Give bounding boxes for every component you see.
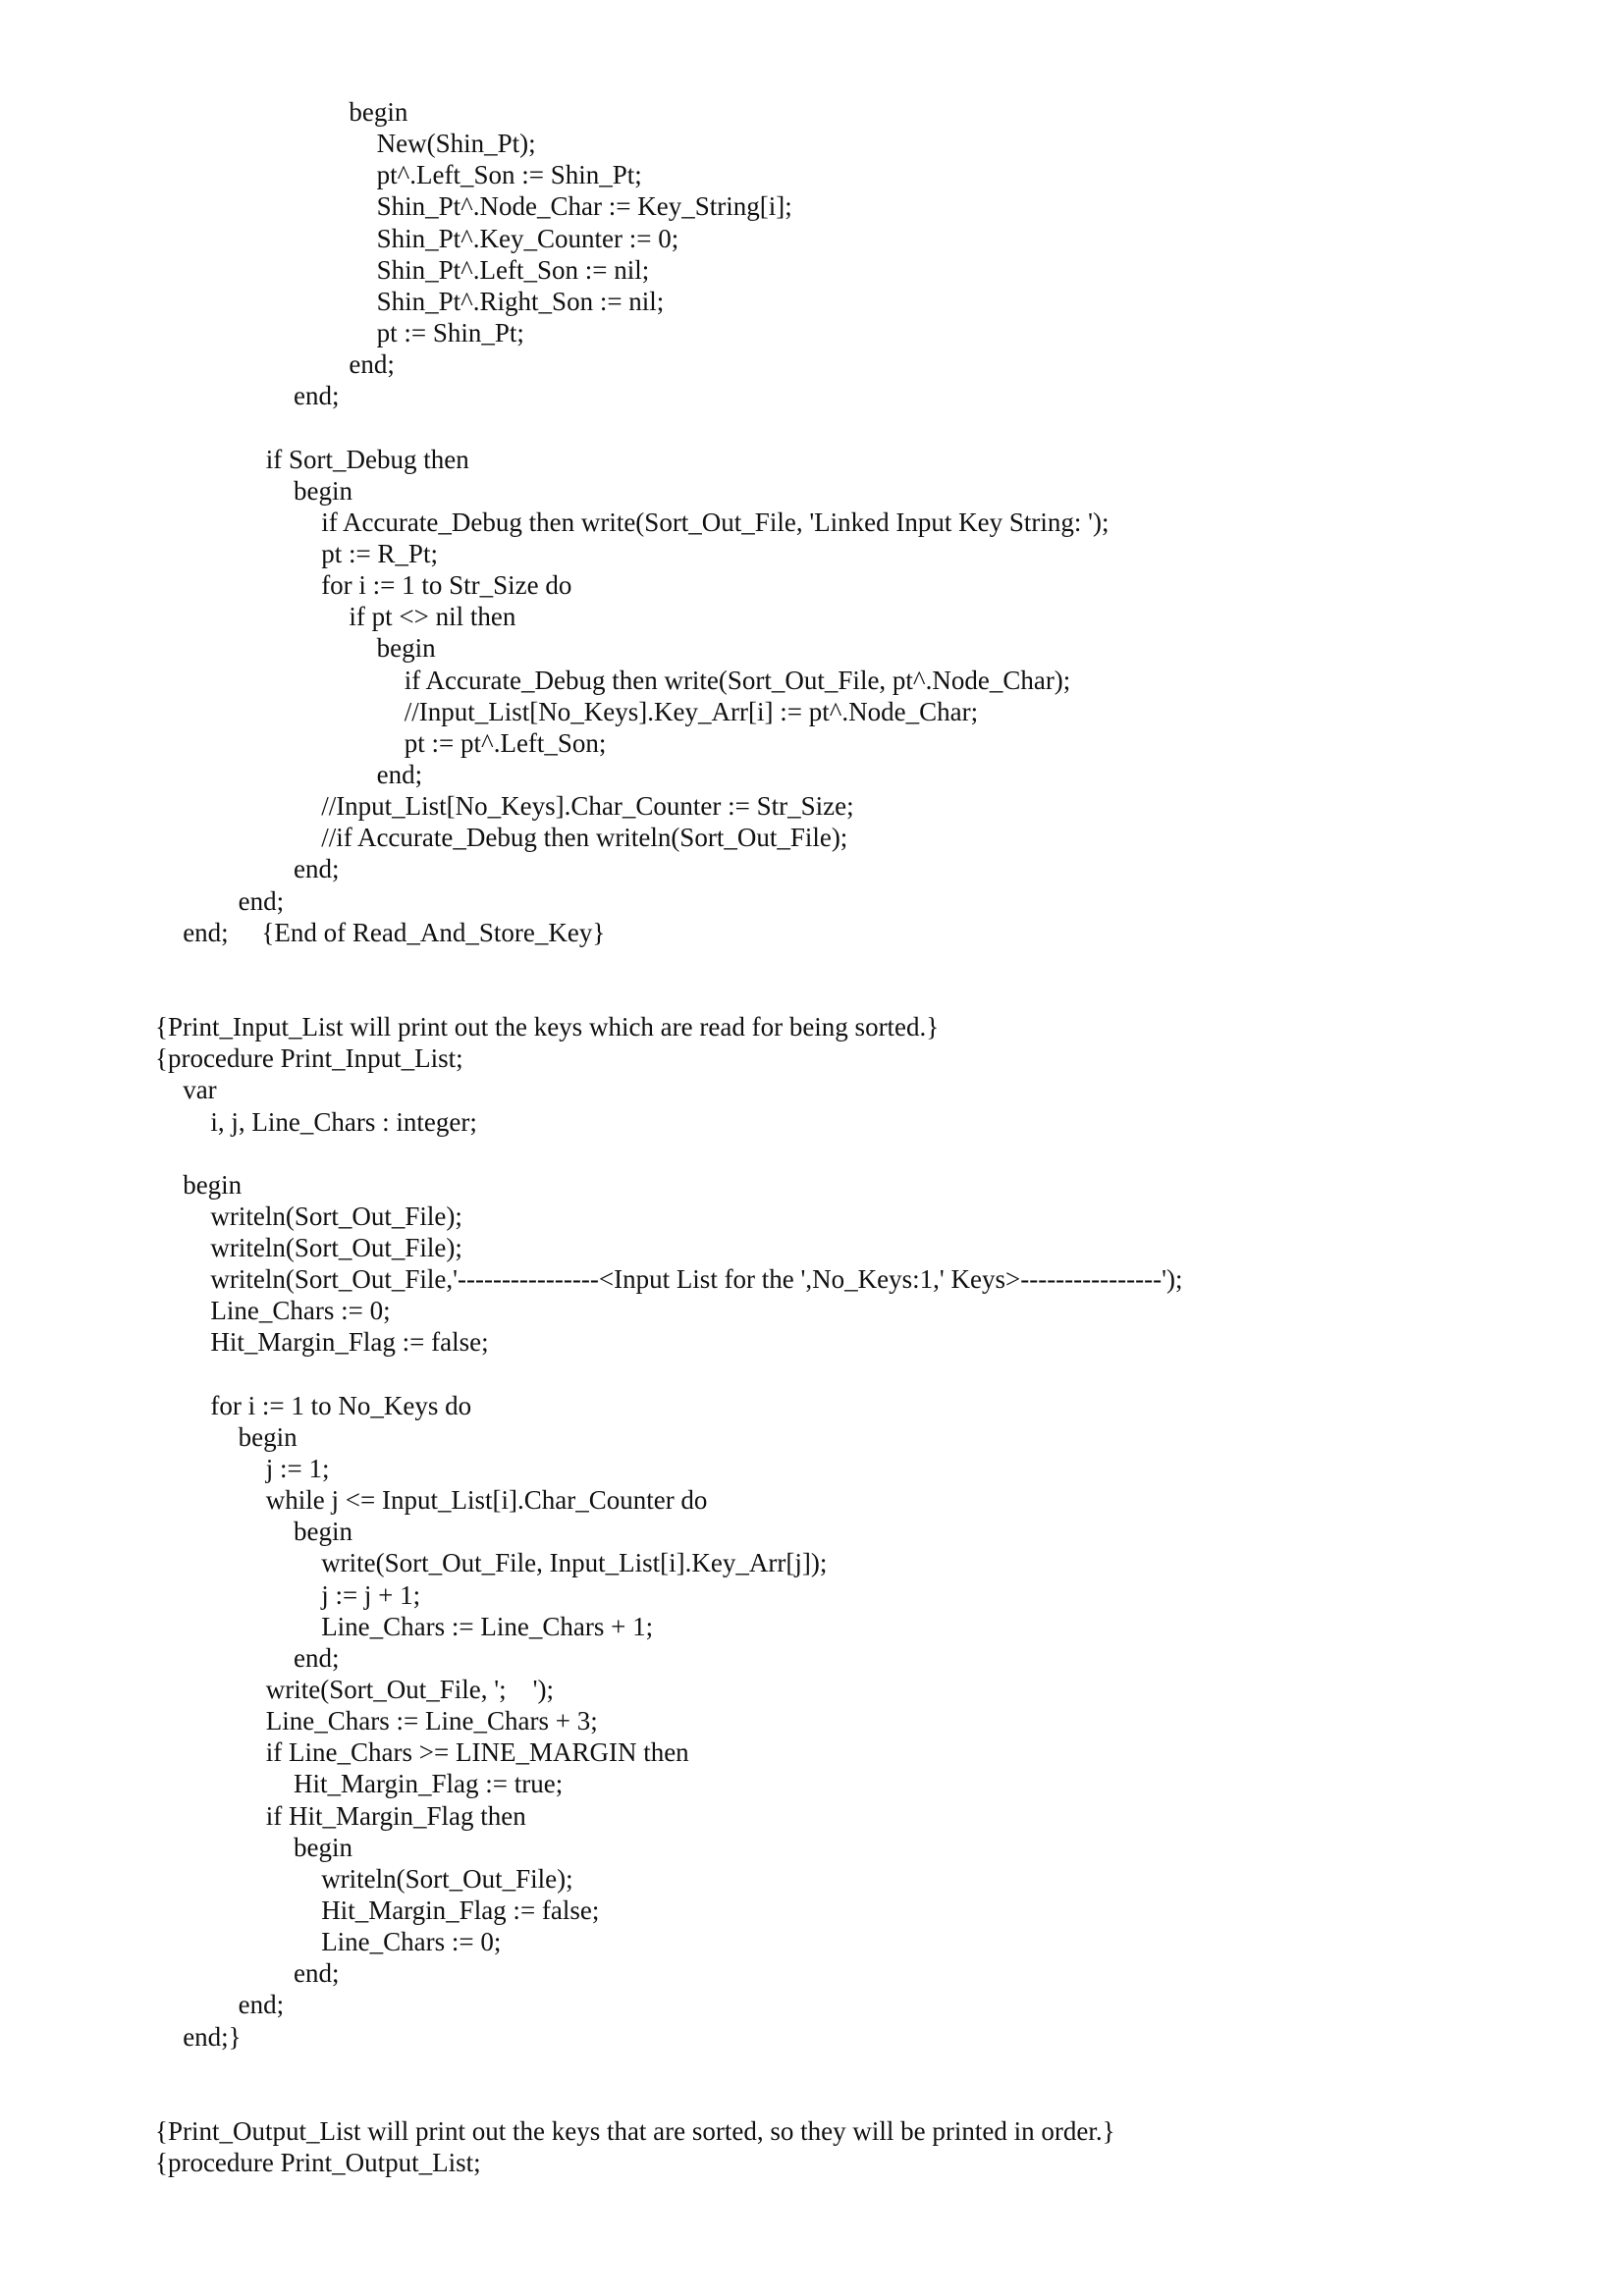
code-line: end;} <box>183 2021 242 2052</box>
code-line: end; <box>294 381 340 411</box>
code-line: end; {End of Read_And_Store_Key} <box>183 917 606 947</box>
code-line: //Input_List[No_Keys].Key_Arr[i] := pt^.Node_Char; <box>404 696 979 726</box>
code-line: Line_Chars := Line_Chars + 1; <box>321 1611 654 1641</box>
code-line: pt := pt^.Left_Son; <box>404 727 607 758</box>
code-line: var <box>183 1075 217 1105</box>
code-line: Hit_Margin_Flag := false; <box>210 1327 489 1358</box>
code-line <box>155 1138 1182 1169</box>
code-line: while j <= Input_List[i].Char_Counter do <box>265 1485 708 1516</box>
code-line: Hit_Margin_Flag := true; <box>294 1769 564 1799</box>
code-line <box>155 980 1182 1011</box>
code-line: if Hit_Margin_Flag then <box>265 1800 526 1831</box>
code-line: writeln(Sort_Out_File); <box>210 1201 462 1231</box>
code-line: begin <box>183 1169 243 1200</box>
code-line: end; <box>294 1958 340 1989</box>
code-line <box>155 948 1182 980</box>
code-line <box>155 2053 1182 2084</box>
code-line: writeln(Sort_Out_File); <box>321 1863 573 1894</box>
code-line: Line_Chars := Line_Chars + 3; <box>265 1706 598 1736</box>
code-line: {procedure Print_Input_List; <box>155 1043 463 1074</box>
code-line: Line_Chars := 0; <box>210 1296 391 1326</box>
code-line: end; <box>294 1642 340 1673</box>
code-line <box>155 411 1182 443</box>
code-line <box>155 1359 1182 1390</box>
code-line <box>155 2084 1182 2115</box>
code-line: begin <box>294 1832 352 1862</box>
code-line: {Print_Input_List will print out the keys which are read for being sorted.} <box>155 1012 940 1042</box>
code-line: write(Sort_Out_File, Input_List[i].Key_Arr[j]); <box>321 1548 828 1578</box>
code-line: begin <box>349 97 408 127</box>
code-line: for i := 1 to No_Keys do <box>210 1390 472 1420</box>
code-line: writeln(Sort_Out_File); <box>210 1233 462 1263</box>
code-line: end; <box>376 759 423 789</box>
code-line: j := j + 1; <box>321 1579 421 1610</box>
code-line: begin <box>294 475 352 506</box>
pascal-code-listing <box>155 96 1182 2178</box>
code-line: if Accurate_Debug then write(Sort_Out_File, pt^.Node_Char); <box>404 665 1071 695</box>
code-line: writeln(Sort_Out_File,'----------------<Input List for the ',No_Keys:1,' Keys>----------------'); <box>210 1264 1183 1295</box>
code-line: begin <box>376 633 436 664</box>
code-line: end; <box>294 854 340 884</box>
code-line: if Line_Chars >= LINE_MARGIN then <box>265 1737 689 1768</box>
code-line: j := 1; <box>265 1454 330 1484</box>
code-line: pt := Shin_Pt; <box>376 317 524 347</box>
code-line: //Input_List[No_Keys].Char_Counter := Str_Size; <box>321 791 854 822</box>
code-line: {Print_Output_List will print out the keys that are sorted, so they will be printed in order.} <box>155 2116 1115 2146</box>
code-line: for i := 1 to Str_Size do <box>321 570 572 601</box>
code-line: //if Accurate_Debug then writeln(Sort_Out_File); <box>321 823 848 853</box>
code-line: pt^.Left_Son := Shin_Pt; <box>376 160 642 190</box>
code-line: Shin_Pt^.Right_Son := nil; <box>376 286 665 316</box>
code-line: end; <box>349 349 395 380</box>
code-line: Shin_Pt^.Key_Counter := 0; <box>376 223 679 253</box>
code-line: Shin_Pt^.Node_Char := Key_String[i]; <box>376 191 792 222</box>
code-line: begin <box>294 1517 352 1547</box>
code-line: end; <box>238 885 285 916</box>
code-line: {procedure Print_Output_List; <box>155 2148 481 2178</box>
code-line: Hit_Margin_Flag := false; <box>321 1896 600 1926</box>
code-line: if Accurate_Debug then write(Sort_Out_File, 'Linked Input Key String: '); <box>321 507 1110 537</box>
code-line: begin <box>238 1421 298 1452</box>
code-line: pt := R_Pt; <box>321 538 438 568</box>
code-line: if Sort_Debug then <box>265 444 469 474</box>
code-line: if pt <> nil then <box>349 602 516 632</box>
code-line: end; <box>238 1990 285 2020</box>
code-line: Shin_Pt^.Left_Son := nil; <box>376 254 650 285</box>
code-line: write(Sort_Out_File, '; '); <box>265 1675 554 1705</box>
code-line: Line_Chars := 0; <box>321 1927 502 1957</box>
code-line: New(Shin_Pt); <box>376 129 536 159</box>
code-line: i, j, Line_Chars : integer; <box>210 1106 477 1137</box>
